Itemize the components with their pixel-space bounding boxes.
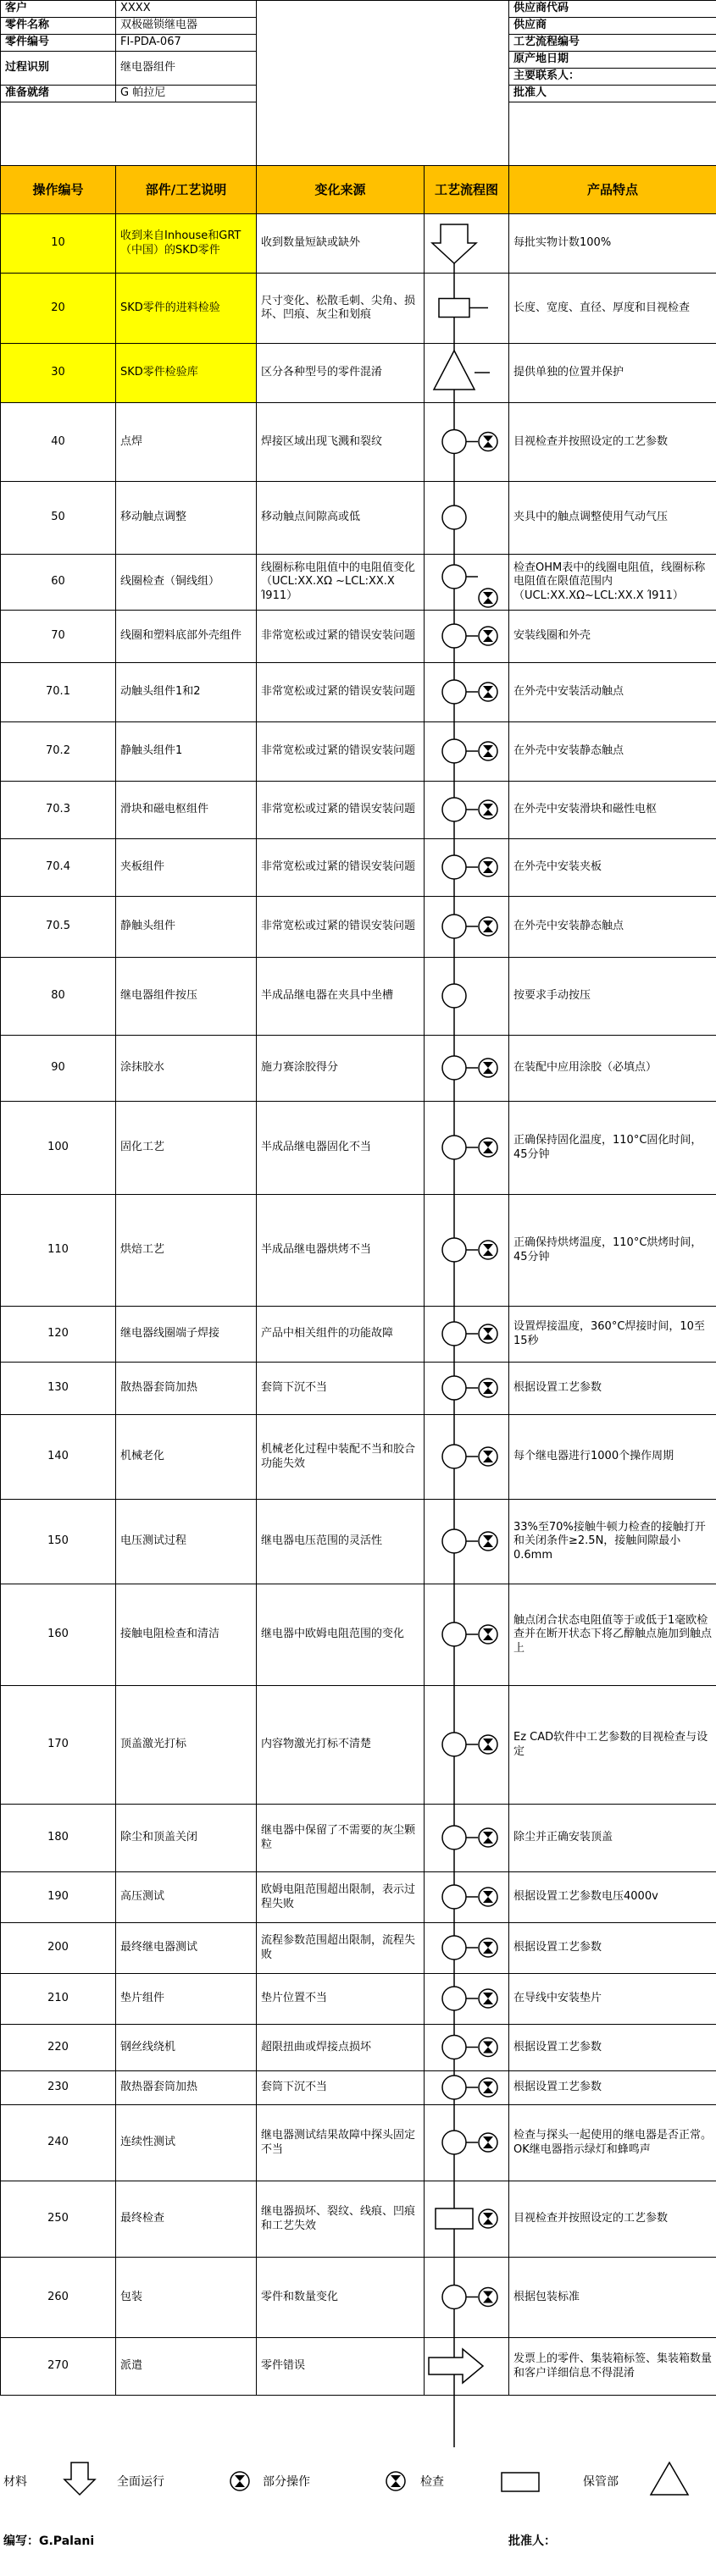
op-number-70: 70 <box>0 610 116 663</box>
op-number-90: 90 <box>0 1035 116 1102</box>
header-right-0: 供应商代码 <box>508 0 716 18</box>
op-number-190: 190 <box>0 1871 116 1923</box>
product-feature-60: 检查OHM表中的线圈电阻值，线圈标称电阻值在限值范围内（UCL:XX.XΩ~LCL:XX.X Ί911） <box>508 554 716 611</box>
flow-symbol-100-operation-icon <box>442 1136 466 1159</box>
product-feature-50: 夹具中的触点调整使用气动气压 <box>508 481 716 555</box>
op-number-50: 50 <box>0 481 116 555</box>
legend-full-run-label: 全面运行 <box>117 2475 164 2489</box>
flow-symbol-70.4-operation-icon <box>442 855 466 879</box>
flow-symbol-130-operation-icon <box>442 1376 466 1400</box>
header-label-1: 零件名称 <box>0 17 116 35</box>
flow-symbol-30-storage-icon <box>434 351 475 390</box>
header-value-4: G 帕拉尼 <box>115 85 257 102</box>
header-right-2: 工艺流程编号 <box>508 34 716 52</box>
op-number-220: 220 <box>0 2024 116 2071</box>
op-number-70.5: 70.5 <box>0 896 116 958</box>
variation-source-250: 继电器损坏、裂纹、线痕、凹痕和工艺失效 <box>256 2181 425 2258</box>
product-feature-80: 按要求手动按压 <box>508 957 716 1036</box>
flow-symbol-90-operation-icon <box>442 1056 466 1080</box>
variation-source-20: 尺寸变化、松散毛刺、尖角、损坏、凹痕、灰尘和划痕 <box>256 273 425 344</box>
op-number-80: 80 <box>0 957 116 1036</box>
op-number-40: 40 <box>0 402 116 482</box>
header-right-1: 供应商 <box>508 17 716 35</box>
header-value-2: FI-PDA-067 <box>115 34 257 52</box>
variation-source-10: 收到数量短缺或缺外 <box>256 213 425 274</box>
op-description-130: 散热器套筒加热 <box>115 1362 257 1415</box>
variation-source-70: 非常宽松或过紧的错误安装问题 <box>256 610 425 663</box>
product-feature-190: 根据设置工艺参数电压4000v <box>508 1871 716 1923</box>
variation-source-70.1: 非常宽松或过紧的错误安装问题 <box>256 662 425 722</box>
product-feature-130: 根据设置工艺参数 <box>508 1362 716 1415</box>
op-description-70.2: 静触头组件1 <box>115 721 257 782</box>
product-feature-230: 根据设置工艺参数 <box>508 2070 716 2105</box>
op-description-250: 最终检查 <box>115 2181 257 2258</box>
flow-symbol-260-operation-icon <box>442 2286 466 2309</box>
variation-source-180: 继电器中保留了不需要的灰尘颗粒 <box>256 1804 425 1872</box>
column-header-flow: 工艺流程图 <box>424 165 509 214</box>
product-feature-120: 设置焊接温度，360°C焊接时间，10至15秒 <box>508 1306 716 1363</box>
op-number-150: 150 <box>0 1499 116 1584</box>
column-header-variation: 变化来源 <box>256 165 425 214</box>
op-number-70.2: 70.2 <box>0 721 116 782</box>
flow-symbol-70-operation-icon <box>442 624 466 648</box>
op-description-260: 包装 <box>115 2257 257 2338</box>
legend-store-icon <box>502 2473 539 2491</box>
header-label-0: 客户 <box>0 0 116 18</box>
op-description-270: 派遣 <box>115 2337 257 2396</box>
product-feature-140: 每个继电器进行1000个操作周期 <box>508 1414 716 1500</box>
op-description-70: 线圈和塑料底部外壳组件 <box>115 610 257 663</box>
product-feature-70.5: 在外壳中安装静态触点 <box>508 896 716 958</box>
legend-material-label: 材料 <box>3 2475 27 2489</box>
flow-symbol-10-material-icon <box>432 224 476 263</box>
flow-symbol-60-operation-icon <box>442 565 466 589</box>
flow-symbol-220-operation-icon <box>442 2036 466 2059</box>
flow-symbol-70.2-operation-icon <box>442 739 466 763</box>
variation-source-100: 半成品继电器固化不当 <box>256 1101 425 1195</box>
op-description-50: 移动触点调整 <box>115 481 257 555</box>
variation-source-270: 零件错误 <box>256 2337 425 2396</box>
op-description-110: 烘焙工艺 <box>115 1194 257 1307</box>
op-number-120: 120 <box>0 1306 116 1363</box>
op-number-180: 180 <box>0 1804 116 1872</box>
header-label-4: 准备就绪 <box>0 85 116 102</box>
product-feature-30: 提供单独的位置并保护 <box>508 343 716 403</box>
product-feature-40: 目视检查并按照设定的工艺参数 <box>508 402 716 482</box>
op-description-170: 顶盖激光打标 <box>115 1685 257 1805</box>
op-description-190: 高压测试 <box>115 1871 257 1923</box>
header-label-3: 过程识别 <box>0 51 116 86</box>
op-description-230: 散热器套筒加热 <box>115 2070 257 2105</box>
footer-approved: 批准人： <box>508 2535 556 2548</box>
variation-source-140: 机械老化过程中装配不当和胶合功能失效 <box>256 1414 425 1500</box>
op-number-250: 250 <box>0 2181 116 2258</box>
flow-symbol-200-operation-icon <box>442 1936 466 1960</box>
op-description-70.5: 静触头组件 <box>115 896 257 958</box>
op-number-260: 260 <box>0 2257 116 2338</box>
variation-source-40: 焊接区域出现飞溅和裂纹 <box>256 402 425 482</box>
product-feature-110: 正确保持烘烤温度，110°C烘烤时间，45分钟 <box>508 1194 716 1307</box>
variation-source-80: 半成品继电器在夹具中坐槽 <box>256 957 425 1036</box>
variation-source-120: 产品中相关组件的功能故障 <box>256 1306 425 1363</box>
flow-symbol-190-operation-icon <box>442 1885 466 1909</box>
flow-symbol-110-operation-icon <box>442 1238 466 1262</box>
op-number-130: 130 <box>0 1362 116 1415</box>
variation-source-150: 继电器电压范围的灵活性 <box>256 1499 425 1584</box>
product-feature-70.4: 在外壳中安装夹板 <box>508 838 716 897</box>
header-value-1: 双极磁锁继电器 <box>115 17 257 35</box>
product-feature-70.1: 在外壳中安装活动触点 <box>508 662 716 722</box>
flow-symbol-140-operation-icon <box>442 1445 466 1468</box>
op-number-270: 270 <box>0 2337 116 2396</box>
op-description-30: SKD零件检验库 <box>115 343 257 403</box>
op-description-70.1: 动触头组件1和2 <box>115 662 257 722</box>
variation-source-200: 流程参数范围超出限制，流程失败 <box>256 1922 425 1974</box>
legend-inspect-label: 检查 <box>420 2475 444 2489</box>
op-number-100: 100 <box>0 1101 116 1195</box>
op-description-240: 连续性测试 <box>115 2104 257 2181</box>
product-feature-10: 每批实物计数100% <box>508 213 716 274</box>
header-right-3: 原产地日期 <box>508 51 716 69</box>
legend-store-label: 保管部 <box>583 2475 619 2489</box>
product-feature-150: 33%至70%接触牛顿力检查的接触打开和关闭条件≥2.5N，接触间隙最小0.6mm <box>508 1499 716 1584</box>
product-feature-250: 目视检查并按照设定的工艺参数 <box>508 2181 716 2258</box>
product-feature-90: 在装配中应用涂胶（必填点） <box>508 1035 716 1102</box>
variation-source-70.4: 非常宽松或过紧的错误安装问题 <box>256 838 425 897</box>
op-number-70.1: 70.1 <box>0 662 116 722</box>
flow-symbol-80-operation-icon <box>442 984 466 1008</box>
variation-source-90: 施力赛涂胶得分 <box>256 1035 425 1102</box>
flow-symbol-250-store-icon <box>436 2208 473 2229</box>
op-description-140: 机械老化 <box>115 1414 257 1500</box>
legend-material-icon <box>64 2463 95 2495</box>
op-description-200: 最终继电器测试 <box>115 1922 257 1974</box>
op-description-120: 继电器线圈端子焊接 <box>115 1306 257 1363</box>
op-description-20: SKD零件的进料检验 <box>115 273 257 344</box>
legend-partial-label: 部分操作 <box>263 2475 310 2489</box>
op-number-170: 170 <box>0 1685 116 1805</box>
op-number-70.3: 70.3 <box>0 781 116 839</box>
op-description-220: 钢丝线绕机 <box>115 2024 257 2071</box>
flow-symbol-70.1-operation-icon <box>442 680 466 704</box>
op-description-160: 接触电阻检查和清洁 <box>115 1584 257 1686</box>
product-feature-170: Ez CAD软件中工艺参数的目视检查与设定 <box>508 1685 716 1805</box>
flow-symbol-50-operation-icon <box>442 506 466 529</box>
flow-symbol-40-operation-icon <box>442 430 466 454</box>
op-description-80: 继电器组件按压 <box>115 957 257 1036</box>
variation-source-70.5: 非常宽松或过紧的错误安装问题 <box>256 896 425 958</box>
op-description-70.3: 滑块和磁电枢组件 <box>115 781 257 839</box>
op-description-180: 除尘和顶盖关闭 <box>115 1804 257 1872</box>
product-feature-210: 在导线中安装垫片 <box>508 1973 716 2025</box>
op-number-160: 160 <box>0 1584 116 1686</box>
op-number-10: 10 <box>0 213 116 274</box>
legend-storage-icon <box>651 2463 688 2495</box>
product-feature-70: 安装线圈和外壳 <box>508 610 716 663</box>
flow-symbol-70.5-operation-icon <box>442 915 466 938</box>
flow-symbol-180-operation-icon <box>442 1826 466 1849</box>
header-right-4: 主要联系人： <box>508 68 716 86</box>
variation-source-60: 线圈标称电阻值中的电阻值变化（UCL:XX.XΩ ~LCL:XX.X Ί911） <box>256 554 425 611</box>
op-description-100: 固化工艺 <box>115 1101 257 1195</box>
variation-source-160: 继电器中欧姆电阻范围的变化 <box>256 1584 425 1686</box>
op-description-150: 电压测试过程 <box>115 1499 257 1584</box>
variation-source-220: 超限扭曲或焊接点损坏 <box>256 2024 425 2071</box>
op-number-110: 110 <box>0 1194 116 1307</box>
op-number-20: 20 <box>0 273 116 344</box>
product-feature-160: 触点闭合状态电阻值等于或低于1毫欧检查并在断开状态下将乙醇触点施加到触点上 <box>508 1584 716 1686</box>
flow-symbol-270-shipping-icon <box>429 2349 483 2383</box>
header-value-0: XXXX <box>115 0 257 18</box>
op-number-240: 240 <box>0 2104 116 2181</box>
variation-source-210: 垫片位置不当 <box>256 1973 425 2025</box>
header-value-3: 继电器组件 <box>115 51 257 86</box>
variation-source-70.3: 非常宽松或过紧的错误安装问题 <box>256 781 425 839</box>
flow-symbol-120-operation-icon <box>442 1322 466 1346</box>
variation-source-130: 套筒下沉不当 <box>256 1362 425 1415</box>
op-number-210: 210 <box>0 1973 116 2025</box>
variation-source-170: 内容物激光打标不清楚 <box>256 1685 425 1805</box>
op-description-10: 收到来自Inhouse和GRT（中国）的SKD零件 <box>115 213 257 274</box>
flow-symbol-170-operation-icon <box>442 1733 466 1756</box>
op-number-230: 230 <box>0 2070 116 2105</box>
product-feature-100: 正确保持固化温度，110°C固化时间，45分钟 <box>508 1101 716 1195</box>
product-feature-70.2: 在外壳中安装静态触点 <box>508 721 716 782</box>
flow-symbol-210-operation-icon <box>442 1987 466 2010</box>
op-number-140: 140 <box>0 1414 116 1500</box>
op-description-60: 线圈检查（铜线组） <box>115 554 257 611</box>
header-right-5: 批准人 <box>508 85 716 102</box>
product-feature-20: 长度、宽度、直径、厚度和目视检查 <box>508 273 716 344</box>
op-description-40: 点焊 <box>115 402 257 482</box>
product-feature-200: 根据设置工艺参数 <box>508 1922 716 1974</box>
header-label-2: 零件编号 <box>0 34 116 52</box>
flow-symbol-20-store-icon <box>439 299 469 318</box>
variation-source-110: 半成品继电器烘烤不当 <box>256 1194 425 1307</box>
flow-symbol-70.3-operation-icon <box>442 798 466 821</box>
op-number-30: 30 <box>0 343 116 403</box>
product-feature-180: 除尘并正确安装顶盖 <box>508 1804 716 1872</box>
op-description-90: 涂抹胶水 <box>115 1035 257 1102</box>
variation-source-50: 移动触点间隙高或低 <box>256 481 425 555</box>
variation-source-260: 零件和数量变化 <box>256 2257 425 2338</box>
flow-symbol-160-operation-icon <box>442 1622 466 1646</box>
variation-source-240: 继电器测试结果故障中探头固定不当 <box>256 2104 425 2181</box>
variation-source-230: 套筒下沉不当 <box>256 2070 425 2105</box>
variation-source-70.2: 非常宽松或过紧的错误安装问题 <box>256 721 425 782</box>
op-description-70.4: 夹板组件 <box>115 838 257 897</box>
product-feature-270: 发票上的零件、集装箱标签、集装箱数量和客户详细信息不得混淆 <box>508 2337 716 2396</box>
variation-source-190: 欧姆电阻范围超出限制，表示过程失败 <box>256 1871 425 1923</box>
footer-prepared: 编写：G.Palani <box>3 2535 95 2548</box>
flow-symbol-150-operation-icon <box>442 1529 466 1553</box>
op-number-60: 60 <box>0 554 116 611</box>
op-number-70.4: 70.4 <box>0 838 116 897</box>
product-feature-220: 根据设置工艺参数 <box>508 2024 716 2071</box>
flow-symbol-230-operation-icon <box>442 2076 466 2099</box>
product-feature-70.3: 在外壳中安装滑块和磁性电枢 <box>508 781 716 839</box>
column-header-op_desc: 部件/工艺说明 <box>115 165 257 214</box>
op-description-210: 垫片组件 <box>115 1973 257 2025</box>
product-feature-240: 检查与探头一起使用的继电器是否正常。OK继电器指示绿灯和蜂鸣声 <box>508 2104 716 2181</box>
op-number-200: 200 <box>0 1922 116 1974</box>
column-header-feature: 产品特点 <box>508 165 716 214</box>
product-feature-260: 根据包装标准 <box>508 2257 716 2338</box>
column-header-op_no: 操作编号 <box>0 165 116 214</box>
flow-symbol-240-operation-icon <box>442 2131 466 2154</box>
variation-source-30: 区分各种型号的零件混淆 <box>256 343 425 403</box>
